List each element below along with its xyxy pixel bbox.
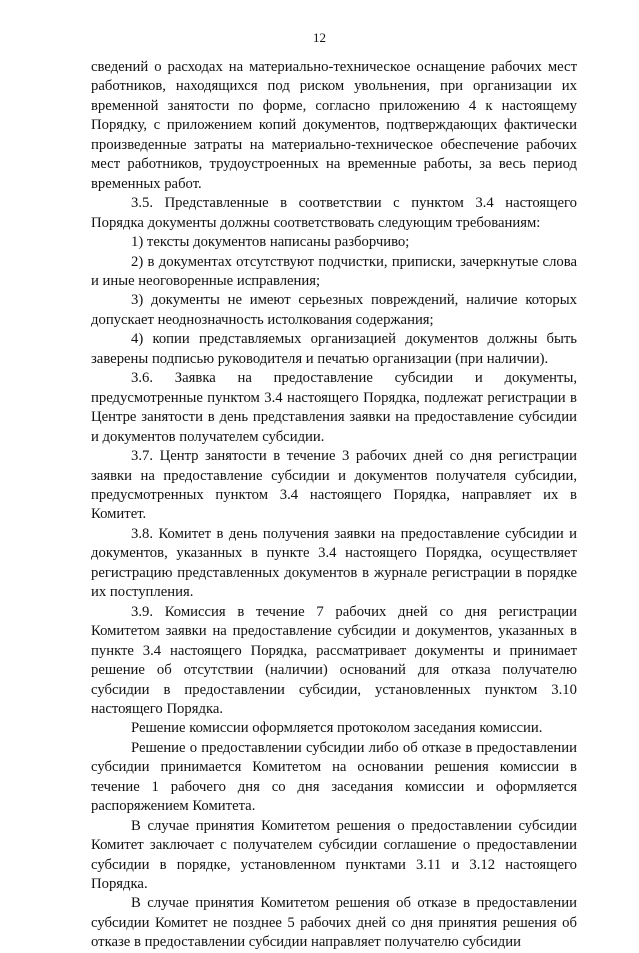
paragraph: 4) копии представляемых организацией документов должны быть заверены подписью руководителя и печатью организации (при наличии). (91, 331, 577, 367)
document-body (91, 58, 577, 953)
paragraph: 3) документы не имеют серьезных повреждений, наличие которых допускает неоднозначность истолкования содержания; (91, 292, 577, 328)
paragraph: 3.7. Центр занятости в течение 3 рабочих дней со дня регистрации заявки на предоставление субсидии и документов получателя субсидии, предусмотренных пунктом 3.4 настоящего Порядка, направляет их в Комитет. (91, 448, 577, 523)
paragraph: 3.6. Заявка на предоставление субсидии и документы, предусмотренные пунктом 3.4 настоящего Порядка, подлежат регистрации в Центре занятости в день представления заявки на предоставление субсидии и документов получателем субсидии. (91, 370, 577, 445)
paragraph: В случае принятия Комитетом решения о предоставлении субсидии Комитет заключает с получателем субсидии соглашение о предоставлении субсидии в порядке, установленном пунктами 3.11 и 3.12 настоящего Порядка. (91, 817, 577, 893)
paragraph: 3.9. Комиссия в течение 7 рабочих дней со дня регистрации Комитетом заявки на предоставление субсидии и документов, указанных в пункте 3.4 настоящего Порядка, рассматривает документы и принимает решение об отсутствии (наличии) оснований для отказа получателю субсидии в предоставлении субсидии, установленных пунктом 3.10 настоящего Порядка. (91, 603, 577, 717)
paragraph: сведений о расходах на материально-техническое оснащение рабочих мест работников, находящихся под риском увольнения, при организации их временной занятости по форме, согласно приложению 4 к настоящему Порядку, с приложением копий документов, подтверждающих фактически произведенные затраты на материально-техническое обеспечение рабочих мест работников, трудоустроенных на временные работы, за весь период временных работ. (91, 59, 577, 192)
paragraph: Решение комиссии оформляется протоколом заседания комиссии. (131, 720, 543, 737)
paragraph: В случае принятия Комитетом решения об отказе в предоставлении субсидии Комитет не позднее 5 рабочих дней со дня принятия решения об отказе в предоставлении субсидии направляет получателю субсидии (91, 895, 577, 951)
paragraph: 3.8. Комитет в день получения заявки на предоставление субсидии и документов, указанных в пункте 3.4 настоящего Порядка, осуществляет регистрацию представленных документов в журнале регистрации в порядке их поступления. (91, 525, 577, 601)
paragraph: 2) в документах отсутствуют подчистки, приписки, зачеркнутые слова и иные неоговоренные исправления; (91, 253, 577, 289)
paragraph: 1) тексты документов написаны разборчиво; (131, 234, 410, 251)
paragraph: 3.5. Представленные в соответствии с пунктом 3.4 настоящего Порядка документы должны соответствовать следующим требованиям: (91, 195, 577, 231)
paragraph: Решение о предоставлении субсидии либо об отказе в предоставлении субсидии принимается Комитетом на основании решения комиссии в течение 1 рабочего дня со дня заседания комиссии и оформляется распоряжением Комитета. (91, 739, 577, 815)
page-number: 12 (313, 30, 326, 45)
